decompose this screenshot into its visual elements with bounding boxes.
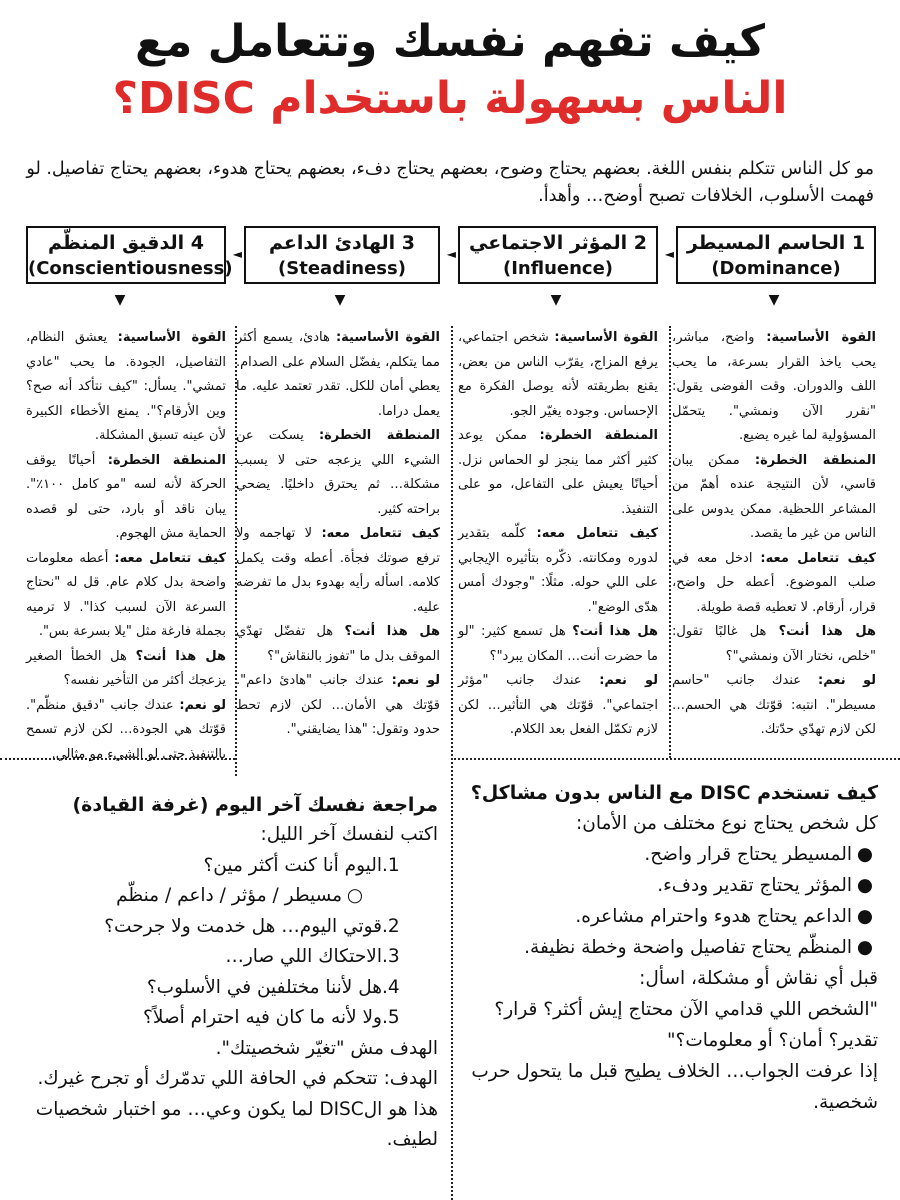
closing-line: إذا عرفت الجواب… الخلاف يطيح قبل ما يتحول حرب شخصية. xyxy=(471,1061,878,1113)
box-steadiness-english: (Steadiness) xyxy=(278,258,406,279)
arrow-down-icon: ▼ xyxy=(768,292,780,308)
how-to-use-title: كيف تستخدم DISC مع الناس بدون مشاكل؟ xyxy=(470,782,878,804)
list-item: 3. الاحتكاك اللي صار… xyxy=(225,946,400,967)
daily-review-title: مراجعة نفسك آخر اليوم (غرفة القيادة) xyxy=(72,794,438,816)
bullet-icon: ● xyxy=(856,875,874,896)
column-divider xyxy=(451,326,453,1200)
arrow-down-icon: ▼ xyxy=(334,292,346,308)
arrow-down-icon: ▼ xyxy=(114,292,126,308)
how-to-deal: كيف تتعامل معه: كلّمه بتقدير لدوره ومكانته. ذكّره بتأثيره الإيجابي على اللي حوله. مثلًا: "وجودك أمس هدّى الوضع". xyxy=(458,526,658,615)
box-dominance-english: (Dominance) xyxy=(711,258,841,279)
page-title xyxy=(0,14,900,128)
box-steadiness xyxy=(244,226,440,284)
how-to-use-intro: كل شخص يحتاج نوع مختلف من الأمان: xyxy=(576,813,878,834)
daily-review-intro: اكتب لنفسك آخر الليل: xyxy=(260,824,438,845)
list-item: ● المنظّم يحتاج تفاصيل واضحة وخطة نظيفة. xyxy=(458,932,878,963)
arrow-down-icon: ▼ xyxy=(550,292,562,308)
if-yes: لو نعم: عندك جانب "دقيق منظّم". قوّتك هي الجودة… لكن لازم تسمح بالتنفيذ حتى لو الشيء مو مثالي. xyxy=(26,697,227,762)
key-question: "الشخص اللي قدامي الآن محتاج إيش أكثر؟ قرار؟ تقدير؟ أمان؟ أو معلومات؟" xyxy=(494,999,878,1051)
circle-bullet-icon: ○ xyxy=(346,885,364,906)
list-item: ● المؤثر يحتاج تقدير ودفء. xyxy=(458,870,878,901)
how-to-deal: كيف تتعامل معه: لا تهاجمه ولا ترفع صوتك فجأة. أعطه وقت يكمل كلامه. اسأله رأيه بهدوء بدل ما تفرضه عليه. xyxy=(236,526,440,615)
goal: الهدف: تتحكم في الحافة اللي تدمّرك أو تجرح غيرك. xyxy=(37,1068,438,1089)
core-strength: القوة الأساسية: هادئ، يسمع أكثر مما يتكلم، يفضّل السلام على الصدام. يعطي أمان للكل. تقدر تعتمد عليه. ما يعمل دراما. xyxy=(236,330,440,419)
danger-zone: المنطقة الخطرة: ممكن يبان قاسي، لأن النتيجة عنده أهمّ من المشاعر اللحظية. ممكن يدوس على الناس من غير ما يقصد. xyxy=(672,452,876,541)
danger-zone: المنطقة الخطرة: يسكت عن الشيء اللي يزعجه حتى لا يسبب مشكلة… ثم يحترق داخليًا. يضحي براحته كثير. xyxy=(236,428,440,517)
review-closing: هذا هو الDISC لما يكون وعي… مو اختبار شخصيات لطيف. xyxy=(35,1098,438,1150)
is-this-you: هل هذا أنت؟ هل تفضّل تهدّي الموقف بدل ما "تفوز بالنقاش"؟ xyxy=(236,624,441,664)
if-yes: لو نعم: عندك جانب "حاسم مسيطر". انتبه: قوّتك هي الحسم… لكن لازم تهدّي حدّتك. xyxy=(672,673,877,737)
list-item: ○ مسيطر / مؤثر / داعم / منظّم xyxy=(8,881,368,912)
box-conscientiousness xyxy=(26,226,233,284)
bullet-icon: ● xyxy=(856,906,874,927)
list-item: 4. هل لأننا مختلفين في الأسلوب؟ xyxy=(146,976,400,998)
core-strength: القوة الأساسية: يعشق النظام، التفاصيل، الجودة. ما يحب "عادي تمشي". يسأل: "كيف نتأكد أنه صح؟ وين الأرقام؟". يمنع الأخطاء الكبيرة لأن عينه تسبق المشكلة. xyxy=(26,330,226,443)
bullet-icon: ● xyxy=(856,844,874,865)
box-influence xyxy=(458,226,658,284)
is-this-you: هل هذا أنت؟ هل غالبًا تقول: "خلص، نختار الآن ونمشي"؟ xyxy=(672,624,876,664)
is-this-you: هل هذا أنت؟ هل تسمع كثير: "لو ما حضرت أنت… المكان يبرد"؟ xyxy=(458,624,658,664)
box-conscientiousness-english: (Conscientiousness) xyxy=(28,258,233,279)
before-discussion: قبل أي نقاش أو مشكلة، اسأل: xyxy=(639,968,878,989)
arrow-left-icon: ◄ xyxy=(232,247,242,261)
core-strength: القوة الأساسية: واضح، مباشر، يحب ياخذ القرار بسرعة، ما يحب اللف والدوران. وقت الفوضى يقول: "نقرر الآن ونمشي". يتحمّل المسؤولية لما غيره يضيع. xyxy=(672,330,876,443)
if-yes: لو نعم: عندك جانب "هادئ داعم". قوّتك هي الأمان… لكن لازم تحط حدود وتقول: "هذا يضايقني". xyxy=(236,673,440,737)
column-steadiness xyxy=(236,326,440,743)
core-strength: القوة الأساسية: شخص اجتماعي، يرفع المزاج، يقرّب الناس من بعض، يقنع بطريقته لأنه يوصل الفكرة مع الإحساس. وجوده يغيّر الجو. xyxy=(458,330,658,419)
goal-not: الهدف مش "تغيّر شخصيتك". xyxy=(215,1037,438,1059)
box-dominance xyxy=(676,226,876,284)
how-to-deal: كيف تتعامل معه: أعطه معلومات واضحة بدل كلام عام. قل له "نحتاج السرعة الآن لسبب كذا". لا ترميه بجملة فارغة مثل "يلا بسرعة بس". xyxy=(26,550,226,639)
column-divider xyxy=(669,326,671,758)
list-item: ● الداعم يحتاج هدوء واحترام مشاعره. xyxy=(458,901,878,932)
daily-review-section xyxy=(8,790,438,1156)
row-divider xyxy=(451,758,900,760)
title-line-2: الناس بسهولة باستخدام DISC؟ xyxy=(112,73,788,124)
box-influence-english: (Influence) xyxy=(502,258,614,279)
bullet-icon: ● xyxy=(856,937,874,958)
arrow-left-icon: ◄ xyxy=(664,247,674,261)
list-item: 2. قوتي اليوم… هل خدمت ولا جرحت؟ xyxy=(104,915,400,937)
list-item: 5. ولا لأنه ما كان فيه احترام أصلاً؟ xyxy=(143,1007,400,1028)
how-to-deal: كيف تتعامل معه: ادخل معه في صلب الموضوع. أعطه حل واضح، قرار، أرقام. لا تعطيه قصة طويلة. xyxy=(672,550,876,615)
if-yes: لو نعم: عندك جانب "مؤثر اجتماعي". قوّتك هي التأثير… لكن لازم تكمّل الفعل بعد الكلام. xyxy=(458,673,658,737)
column-dominance xyxy=(672,326,876,743)
box-influence-title: 2 المؤثر الاجتماعي xyxy=(469,232,647,254)
how-to-use-section xyxy=(458,778,878,1118)
is-this-you: هل هذا أنت؟ هل الخطأ الصغير يزعجك أكثر من التأخير نفسه؟ xyxy=(26,648,226,688)
box-steadiness-title: 3 الهادئ الداعم xyxy=(269,232,415,254)
danger-zone: المنطقة الخطرة: ممكن يوعد كثير أكثر مما ينجز لو الحماس نزل. أحيانًا يعيش على التفاعل، مو على التنفيذ. xyxy=(458,428,658,517)
title-line-1: كيف تفهم نفسك وتتعامل مع xyxy=(135,16,765,67)
box-dominance-title: 1 الحاسم المسيطر xyxy=(686,232,866,254)
list-item: ● المسيطر يحتاج قرار واضح. xyxy=(458,839,878,870)
column-influence xyxy=(458,326,658,743)
list-item: 1. اليوم أنا كنت أكثر مين؟ xyxy=(203,854,400,876)
box-conscientiousness-title: 4 الدقيق المنظّم xyxy=(48,232,204,254)
intro-paragraph: مو كل الناس تتكلم بنفس اللغة. بعضهم يحتاج وضوح، بعضهم يحتاج دفء، بعضهم يحتاج هدوء، بعضهم يحتاج تفاصيل. لو فهمت الأسلوب، الخلافات تصبح أوضح… وأهدأ. xyxy=(26,159,874,206)
column-conscientiousness xyxy=(26,326,226,767)
arrow-left-icon: ◄ xyxy=(446,247,456,261)
danger-zone: المنطقة الخطرة: أحيانًا يوقف الحركة لأنه لسه "مو كامل ١٠٠٪". يبان ناقد أو بارد، حتى لو قصده الحماية مش الهجوم. xyxy=(26,452,226,541)
